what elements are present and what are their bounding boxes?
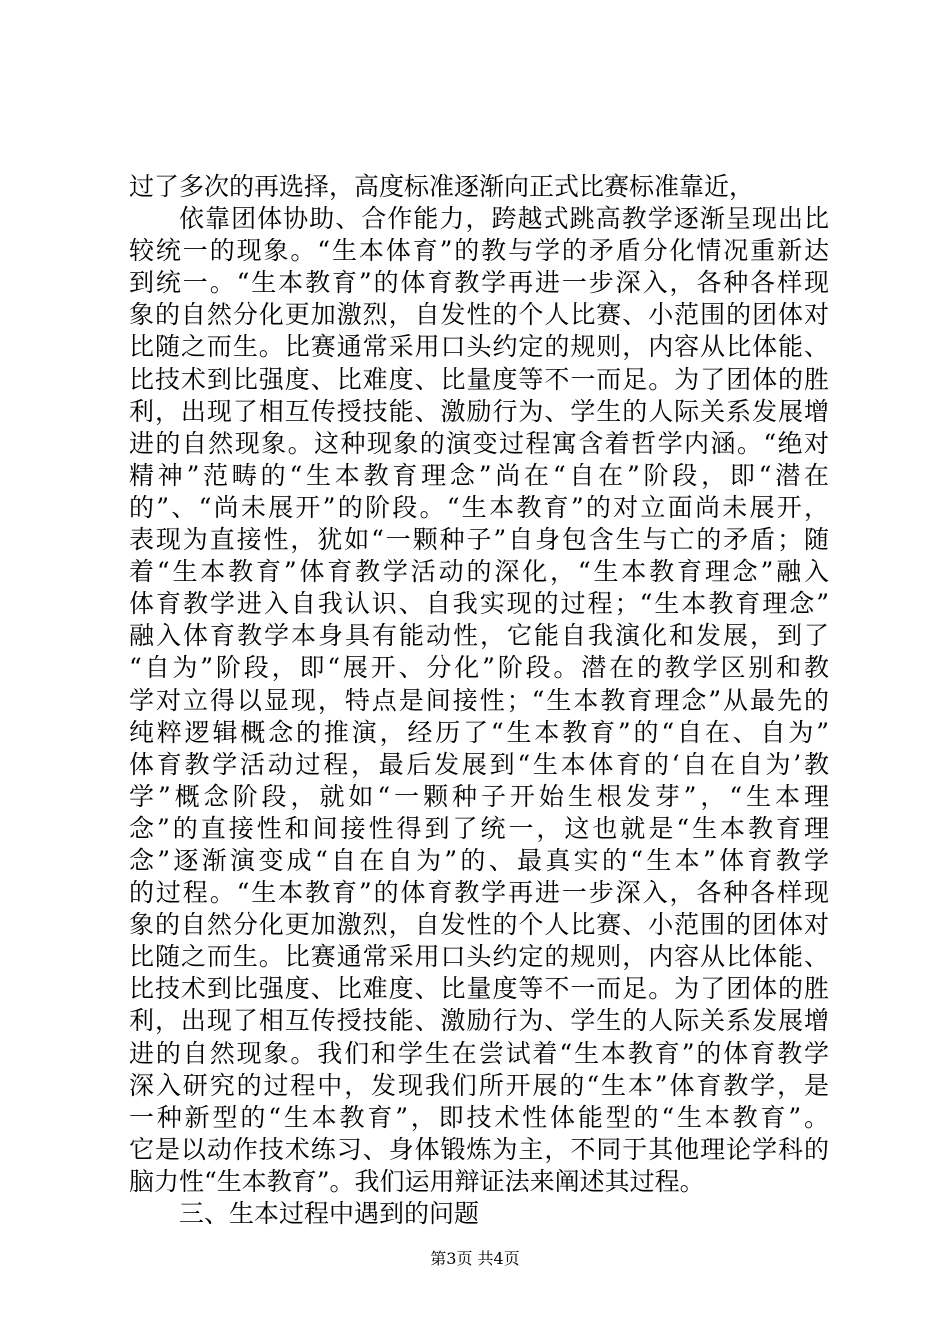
text-line: 利，出现了相互传授技能、激励行为、学生的人际关系发展增 (129, 1006, 829, 1036)
text-line: 象的自然分化更加激烈，自发性的个人比赛、小范围的团体对 (129, 910, 829, 940)
text-line: 比随之而生。比赛通常采用口头约定的规则，内容从比体能、 (129, 942, 829, 972)
text-line: 的过程。“生本教育”的体育教学再进一步深入，各种各样现 (129, 878, 829, 908)
text-line: 念”逐渐演变成“自在自为”的、最真实的“生本”体育教学 (129, 845, 829, 875)
text-line: 比技术到比强度、比难度、比量度等不一而足。为了团体的胜 (129, 364, 829, 394)
text-line: 三、生本过程中遇到的问题 (179, 1199, 480, 1228)
text-line: 较统一的现象。“生本体育”的教与学的矛盾分化情况重新达 (129, 236, 829, 266)
text-line: 过了多次的再选择，高度标准逐渐向正式比赛标准靠近， (129, 172, 755, 201)
text-line: 脑力性“生本教育”。我们运用辩证法来阐述其过程。 (129, 1166, 705, 1196)
text-line: 象的自然分化更加激烈，自发性的个人比赛、小范围的团体对 (129, 300, 829, 330)
text-line: 精神”范畴的“生本教育理念”尚在“自在”阶段，即“潜在 (129, 460, 829, 490)
text-line: 利，出现了相互传授技能、激励行为、学生的人际关系发展增 (129, 396, 829, 426)
text-line: “自为”阶段，即“展开、分化”阶段。潜在的教学区别和教 (129, 653, 829, 683)
text-line: 纯粹逻辑概念的推演，经历了“生本教育”的“自在、自为” (129, 717, 829, 747)
text-line: 到统一。“生本教育”的体育教学再进一步深入，各种各样现 (129, 268, 829, 298)
text-line: 它是以动作技术练习、身体锻炼为主，不同于其他理论学科的 (129, 1134, 829, 1164)
text-line: 的”、“尚未展开”的阶段。“生本教育”的对立面尚未展开， (129, 492, 829, 522)
text-line: 比随之而生。比赛通常采用口头约定的规则，内容从比体能、 (129, 332, 829, 362)
text-line: 深入研究的过程中，发现我们所开展的“生本”体育教学，是 (129, 1070, 829, 1100)
text-line: 体育教学活动过程，最后发展到“生本体育的‘自在自为’教 (129, 749, 829, 779)
document-body (129, 171, 829, 1230)
text-line: 表现为直接性，犹如“一颗种子”自身包含生与亡的矛盾；随 (129, 525, 829, 555)
text-line: 进的自然现象。这种现象的演变过程寓含着哲学内涵。“绝对 (129, 428, 829, 458)
page-footer: 第3页 共4页 (430, 1249, 520, 1268)
text-line: 进的自然现象。我们和学生在尝试着“生本教育”的体育教学 (129, 1038, 829, 1068)
text-line: 学对立得以显现，特点是间接性；“生本教育理念”从最先的 (129, 685, 829, 715)
text-line: 学”概念阶段，就如“一颗种子开始生根发芽”，“生本理 (129, 781, 830, 811)
text-line: 依靠团体协助、合作能力，跨越式跳高教学逐渐呈现出比 (179, 204, 829, 234)
text-line: 一种新型的“生本教育”，即技术性体能型的“生本教育”。 (129, 1102, 829, 1132)
text-line: 念”的直接性和间接性得到了统一，这也就是“生本教育理 (129, 813, 829, 843)
text-line: 融入体育教学本身具有能动性，它能自我演化和发展，到了 (129, 621, 829, 651)
text-line: 比技术到比强度、比难度、比量度等不一而足。为了团体的胜 (129, 974, 829, 1004)
text-line: 着“生本教育”体育教学活动的深化，“生本教育理念”融入 (129, 557, 829, 587)
text-line: 体育教学进入自我认识、自我实现的过程；“生本教育理念” (129, 589, 829, 619)
